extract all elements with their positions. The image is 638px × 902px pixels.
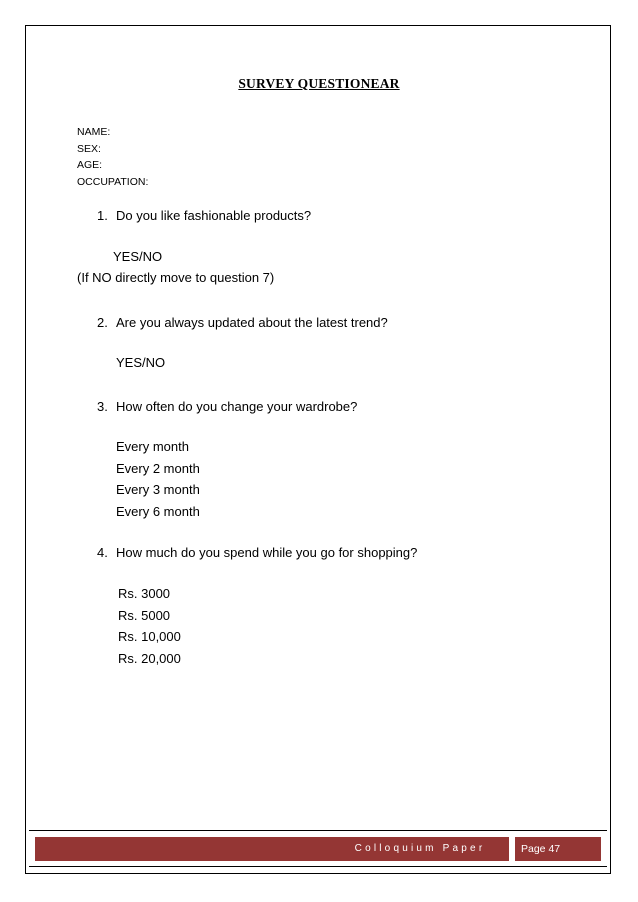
question-4-option-1: Rs. 3000 <box>118 586 171 601</box>
question-2-text: Are you always updated about the latest trend? <box>116 315 388 330</box>
question-4-option-4: Rs. 20,000 <box>118 650 181 666</box>
question-3-option-3: Every 3 month <box>116 482 200 497</box>
footer-label: Colloquium Paper <box>354 843 486 854</box>
occupation-field-label: OCCUPATION: <box>77 175 149 188</box>
respondent-fields <box>77 124 148 190</box>
question-4-number: 4. <box>97 545 108 560</box>
name-field-label: NAME: <box>77 126 111 138</box>
page-title: SURVEY QUESTIONEAR <box>238 76 400 91</box>
age-field-label: AGE: <box>77 159 103 171</box>
question-4-option-2: Rs. 5000 <box>118 607 171 623</box>
question-3-option-4: Every 6 month <box>116 503 200 519</box>
question-3-text: How often do you change your wardrobe? <box>116 399 358 414</box>
question-4-option-3: Rs. 10,000 <box>118 629 181 644</box>
question-4-options <box>118 583 181 669</box>
question-3-option-1: Every month <box>116 439 189 454</box>
question-1-option-1: YES/NO <box>113 249 163 264</box>
question-3-option-2: Every 2 month <box>116 460 200 476</box>
question-3-number: 3. <box>97 399 108 414</box>
page-footer <box>29 830 607 867</box>
question-4-text: How much do you spend while you go for shopping? <box>116 545 418 560</box>
page-number: Page 47 <box>521 843 561 855</box>
question-2-option-1: YES/NO <box>116 355 166 370</box>
question-1-text: Do you like fashionable products? <box>116 208 312 223</box>
sex-field-label: SEX: <box>77 142 101 155</box>
question-3-options <box>116 436 200 522</box>
footer-bar <box>35 837 601 861</box>
question-1-number: 1. <box>97 208 108 223</box>
question-2-number: 2. <box>97 315 108 330</box>
question-1-note: (If NO directly move to question 7) <box>77 270 275 285</box>
